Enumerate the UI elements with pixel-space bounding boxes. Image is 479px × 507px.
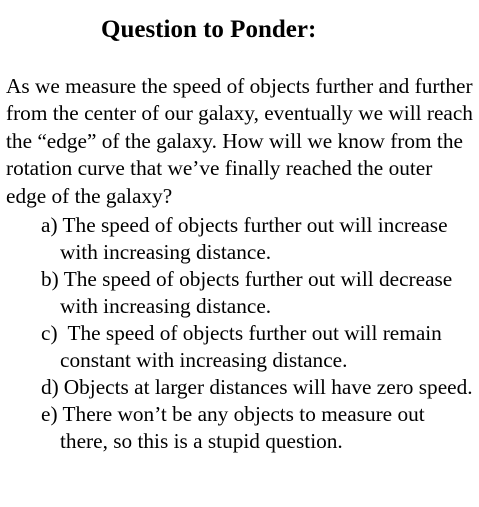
option-letter: a) [41, 213, 58, 237]
question-text: As we measure the speed of objects further and further from the center of our galaxy, eventually we will reach the “edge” of the galaxy. How will we know from the rotation curve that we’ve finally reached the outer edge of the galaxy? [6, 74, 473, 208]
option-text: The speed of objects further out will decrease with increasing distance. [60, 267, 453, 318]
option-text: There won’t be any objects to measure out there, so this is a stupid question. [60, 402, 425, 453]
option-letter: b) [41, 267, 59, 291]
answer-options [41, 212, 473, 455]
slide-title: Question to Ponder: [101, 16, 317, 43]
option-text: The speed of objects further out will remain constant with increasing distance. [60, 321, 442, 372]
option-letter: e) [41, 402, 58, 426]
answer-option-d [41, 374, 473, 401]
answer-option-c [41, 320, 473, 374]
option-letter: d) [41, 375, 59, 399]
option-letter: c) [41, 321, 58, 345]
option-text: Objects at larger distances will have zero speed. [63, 375, 473, 399]
option-text: The speed of objects further out will increase with increasing distance. [60, 213, 448, 264]
answer-option-b [41, 266, 473, 320]
answer-option-e [41, 401, 473, 455]
answer-option-a [41, 212, 473, 266]
